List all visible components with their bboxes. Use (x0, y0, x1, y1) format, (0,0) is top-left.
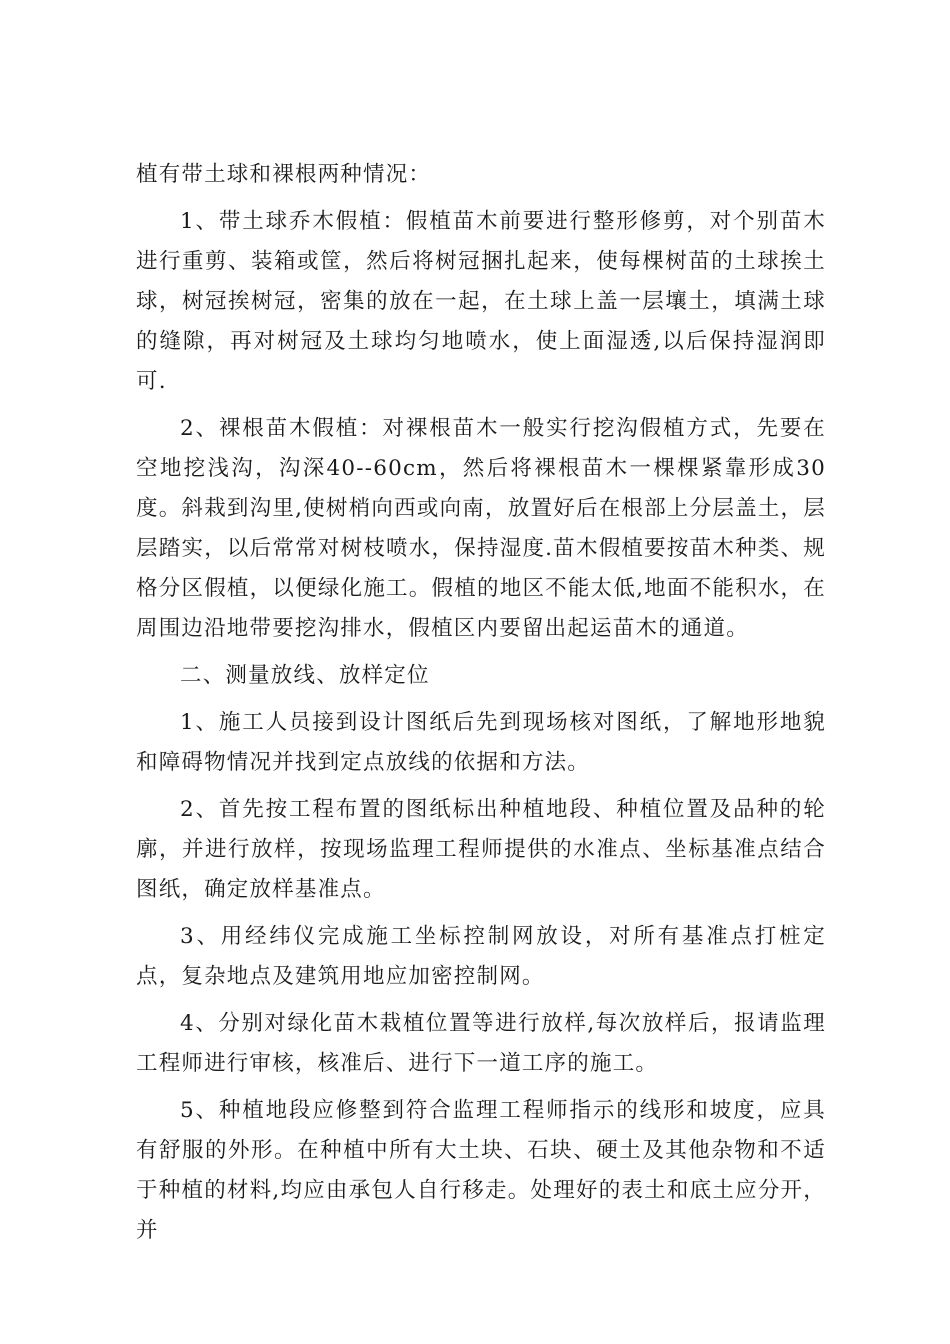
paragraph-survey-step-4: 4、分别对绿化苗木栽植位置等进行放样,每次放样后，报请监理工程师进行审核，核准后、进行下一道工序的施工。 (136, 1011, 826, 1076)
section-heading-survey-layout: 二、测量放线、放样定位 (180, 663, 430, 688)
paragraph-survey-step-1: 1、施工人员接到设计图纸后先到现场核对图纸，了解地形地貌和障碍物情况并找到定点放线的依据和方法。 (136, 710, 826, 775)
paragraph-bare-root-heeling-in: 2、裸根苗木假植：对裸根苗木一般实行挖沟假植方式，先要在空地挖浅沟，沟深40--60cm，然后将裸根苗木一棵棵紧靠形成30度。斜栽到沟里,使树梢向西或向南，放置好后在根部上分层盖土，层层踏实，以后常常对树枝喷水，保持湿度.苗木假植要按苗木种类、规格分区假植，以便绿化施工。假植的地区不能太低,地面不能积水，在周围边沿地带要挖沟排水，假植区内要留出起运苗木的通道。 (136, 416, 826, 641)
paragraph-survey-step-2: 2、首先按工程布置的图纸标出种植地段、种植位置及品种的轮廓，并进行放样，按现场监理工程师提供的水准点、坐标基准点结合图纸，确定放样基准点。 (136, 797, 826, 902)
paragraph-intro: 植有带土球和裸根两种情况： (136, 162, 432, 187)
paragraph-survey-step-3: 3、用经纬仪完成施工坐标控制网放设，对所有基准点打桩定点，复杂地点及建筑用地应加密控制网。 (136, 924, 826, 989)
paragraph-ball-heeling-in: 1、带土球乔木假植：假植苗木前要进行整形修剪，对个别苗木进行重剪、装箱或筐，然后将树冠捆扎起来，使每棵树苗的土球挨土球，树冠挨树冠，密集的放在一起，在土球上盖一层壤土，填满土球的缝隙，再对树冠及土球均匀地喷水，使上面湿透,以后保持湿润即可. (136, 209, 826, 394)
paragraph-survey-step-5: 5、种植地段应修整到符合监理工程师指示的线形和坡度，应具有舒服的外形。在种植中所有大土块、石块、硬土及其他杂物和不适于种植的材料,均应由承包人自行移走。处理好的表土和底土应分开，并 (136, 1098, 826, 1243)
document-body (136, 155, 826, 1258)
